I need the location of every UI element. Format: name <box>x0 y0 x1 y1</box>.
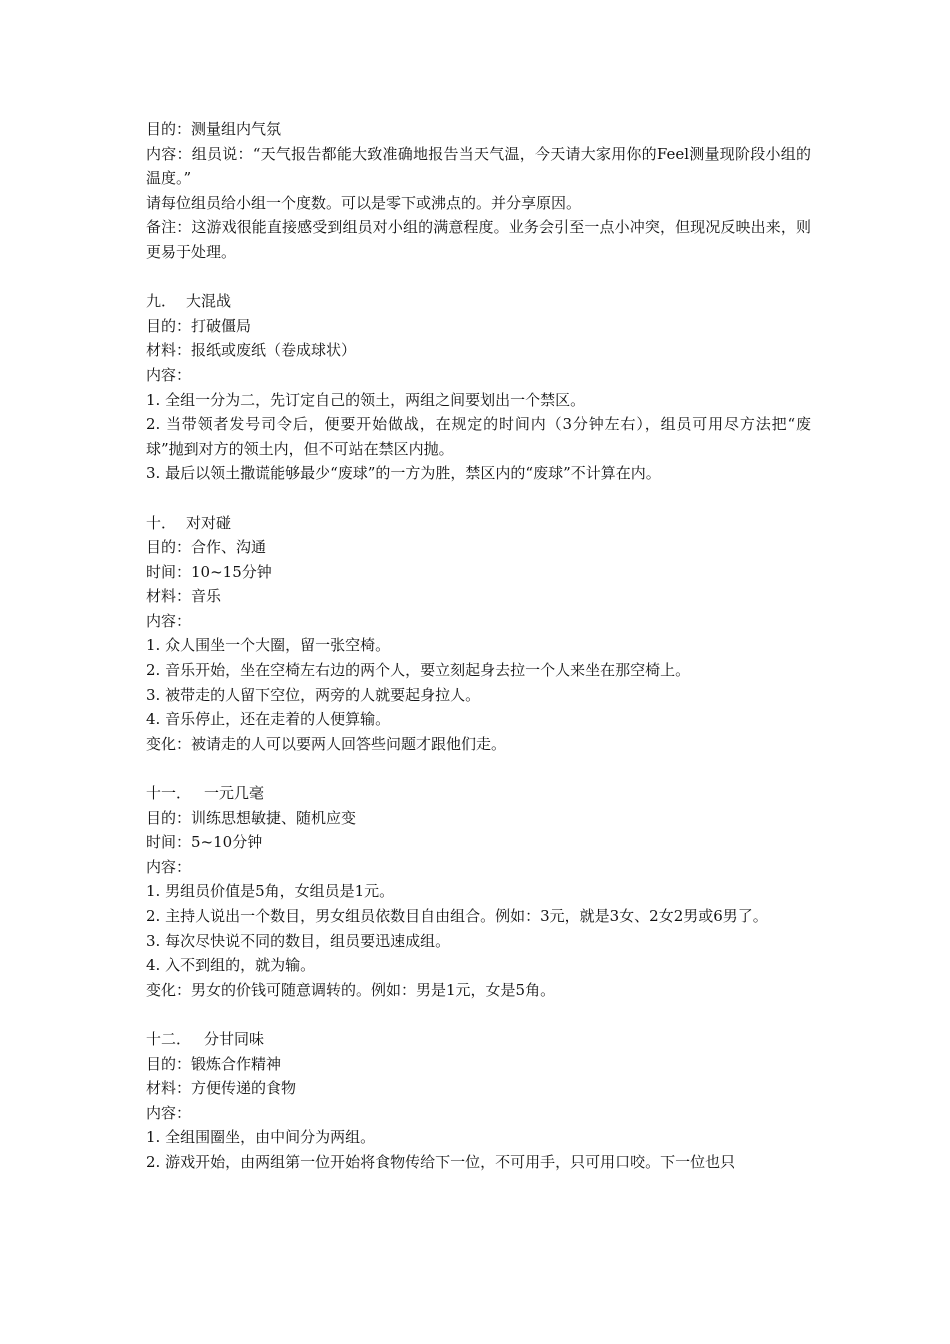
section-title-10 <box>146 511 811 536</box>
intro-instruction: 请每位组员给小组一个度数。可以是零下或沸点的。并分享原因。 <box>146 193 582 212</box>
intro-purpose: 目的：测量组内气氛 <box>146 120 282 138</box>
section-heading: 对对碰 <box>186 513 232 532</box>
section-line: 材料：音乐 <box>146 587 222 606</box>
section-heading: 大混战 <box>186 292 232 311</box>
section-line: 目的：训练思想敏捷、随机应变 <box>146 808 357 827</box>
section-line: 内容： <box>146 1103 192 1122</box>
document-body <box>146 117 811 1175</box>
section-number: 九． <box>146 292 177 311</box>
section-line: 1. 全组围圈坐，由中间分为两组。 <box>146 1128 376 1147</box>
section-line: 目的：合作、沟通 <box>146 538 267 557</box>
section-line: 1. 男组员价值是5角，女组员是1元。 <box>146 882 395 901</box>
section-line: 4. 音乐停止，还在走着的人便算输。 <box>146 710 391 729</box>
section-line: 内容： <box>146 365 192 384</box>
section-heading: 分甘同味 <box>204 1029 265 1048</box>
section-line: 材料：报纸或废纸（卷成球状） <box>146 341 357 360</box>
section-line: 4. 入不到组的，就为输。 <box>146 956 316 975</box>
section-line: 1. 众人围坐一个大圈，留一张空椅。 <box>146 636 391 655</box>
section-title-12 <box>146 1027 811 1052</box>
section-line: 内容： <box>146 611 192 630</box>
section-line: 2. 当带领者发号司令后，便要开始做战，在规定的时间内（3分钟左右），组员可用尽方法把“废球”抛到对方的领土内，但不可站在禁区内抛。 <box>146 415 811 458</box>
section-line: 时间：5~10分钟 <box>146 833 263 852</box>
intro-note: 备注：这游戏很能直接感受到组员对小组的满意程度。业务会引至一点小冲突，但现况反映出来，则更易于处理。 <box>146 218 811 261</box>
section-line: 2. 主持人说出一个数目，男女组员依数目自由组合。例如：3元，就是3女、2女2男或6男了。 <box>146 907 768 925</box>
section-number: 十二． <box>146 1029 192 1048</box>
section-line: 2. 游戏开始，由两组第一位开始将食物传给下一位，不可用手，只可用口咬。下一位也只 <box>146 1152 736 1171</box>
section-number: 十一． <box>146 784 192 803</box>
section-title-9 <box>146 289 811 314</box>
section-line: 3. 最后以领土撒谎能够最少“废球”的一方为胜，禁区内的“废球”不计算在内。 <box>146 464 661 483</box>
section-line: 目的：打破僵局 <box>146 316 252 335</box>
section-line: 1. 全组一分为二，先订定自己的领土，两组之间要划出一个禁区。 <box>146 390 586 409</box>
section-title-11 <box>146 781 811 806</box>
section-number: 十． <box>146 513 177 532</box>
section-line: 材料：方便传递的食物 <box>146 1079 297 1098</box>
section-line: 目的：锻炼合作精神 <box>146 1054 282 1073</box>
section-line: 内容： <box>146 857 192 876</box>
section-line: 3. 被带走的人留下空位，两旁的人就要起身拉人。 <box>146 685 481 704</box>
section-line: 3. 每次尽快说不同的数目，组员要迅速成组。 <box>146 931 451 950</box>
section-line: 变化：男女的价钱可随意调转的。例如：男是1元，女是5角。 <box>146 980 556 999</box>
section-line: 时间：10~15分钟 <box>146 562 272 581</box>
section-line: 2. 音乐开始，坐在空椅左右边的两个人，要立刻起身去拉一个人来坐在那空椅上。 <box>146 661 691 680</box>
intro-content: 内容：组员说：“天气报告都能大致准确地报告当天气温，今天请大家用你的Feel测量现阶段小组的温度。” <box>146 144 811 188</box>
section-heading: 一元几毫 <box>204 784 265 803</box>
section-line: 变化：被请走的人可以要两人回答些问题才跟他们走。 <box>146 734 507 753</box>
